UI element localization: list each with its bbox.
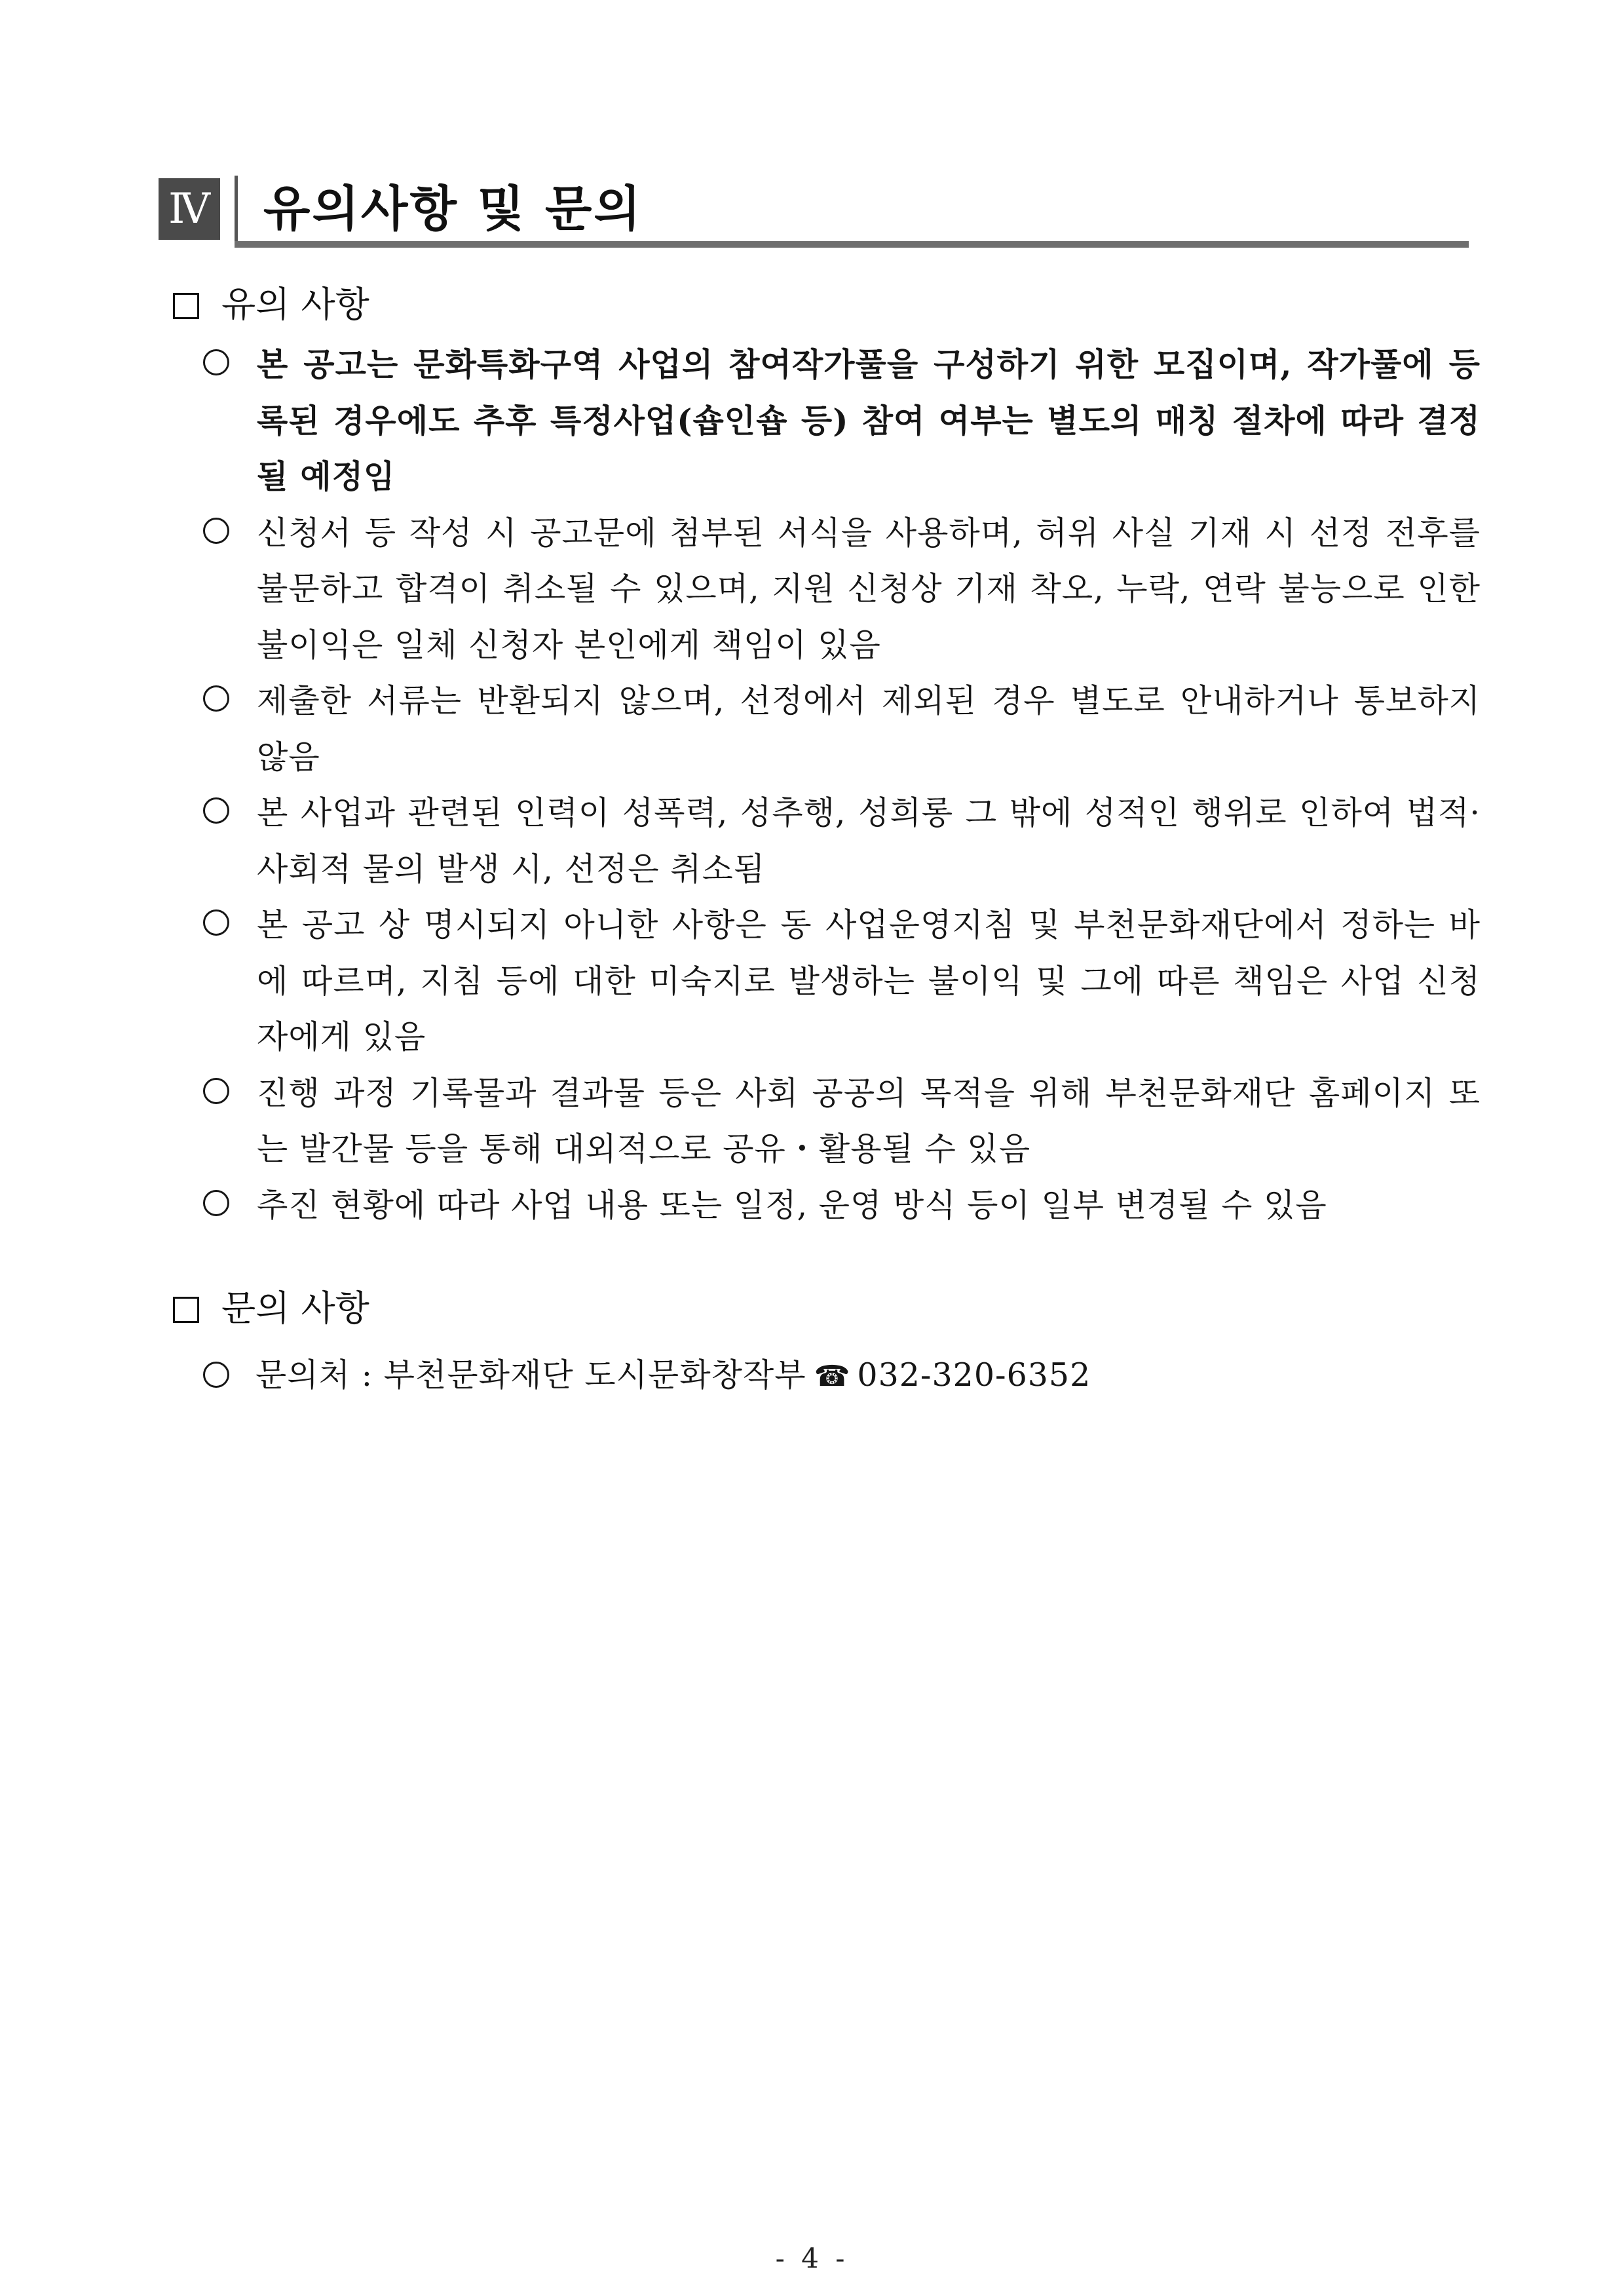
section-title: 유의사항 및 문의	[263, 181, 643, 237]
list-item	[203, 505, 1481, 674]
list-item	[203, 897, 1481, 1065]
square-bullet-icon	[173, 293, 199, 319]
contact-phone: 032-320-6352	[857, 1356, 1091, 1394]
contact-label: 문의처 : 부천문화재단 도시문화창작부	[255, 1356, 806, 1394]
circle-bullet-icon	[203, 909, 229, 936]
list-item	[203, 337, 1481, 505]
inquiry-heading	[173, 1286, 369, 1331]
phone-icon: ☎	[814, 1360, 851, 1393]
page-number: - 4 -	[775, 2242, 849, 2274]
square-bullet-icon	[173, 1297, 199, 1323]
circle-bullet-icon	[203, 1190, 229, 1216]
list-item	[203, 1065, 1481, 1177]
list-item-text: 본 공고 상 명시되지 아니한 사항은 동 사업운영지침 및 부천문화재단에서 정하는 바에 따르며, 지침 등에 대한 미숙지로 발생하는 불이익 및 그에 따른 책임은 사업 신청자에게 있음	[257, 906, 1481, 1056]
notes-list	[203, 337, 1481, 1233]
circle-bullet-icon	[203, 685, 229, 712]
list-item-text: 본 사업과 관련된 인력이 성폭력, 성추행, 성희롱 그 밖에 성적인 행위로 인하여 법적·사회적 물의 발생 시, 선정은 취소됨	[257, 794, 1481, 888]
list-item-text: 본 공고는 문화특화구역 사업의 참여작가풀을 구성하기 위한 모집이며, 작가풀에 등록된 경우에도 추후 특정사업(숍인숍 등) 참여 여부는 별도의 매칭 절차에 따라 결정될 예정임	[257, 345, 1481, 495]
circle-bullet-icon	[203, 1362, 229, 1388]
header-underline	[235, 241, 1469, 248]
inquiry-heading-text: 문의 사항	[221, 1288, 369, 1329]
list-item-text: 진행 과정 기록물과 결과물 등은 사회 공공의 목적을 위해 부천문화재단 홈페이지 또는 발간물 등을 통해 대외적으로 공유・활용될 수 있음	[257, 1074, 1481, 1168]
list-item	[203, 1177, 1481, 1234]
notes-heading-text: 유의 사항	[221, 284, 369, 325]
contact-line	[203, 1347, 1091, 1404]
circle-bullet-icon	[203, 518, 229, 544]
list-item-text: 추진 현황에 따라 사업 내용 또는 일정, 운영 방식 등이 일부 변경될 수 있음	[257, 1186, 1327, 1224]
list-item-text: 신청서 등 작성 시 공고문에 첨부된 서식을 사용하며, 허위 사실 기재 시 선정 전후를 불문하고 합격이 취소될 수 있으며, 지원 신청상 기재 착오, 누락, 연락 불능으로 인한 불이익은 일체 신청자 본인에게 책임이 있음	[257, 514, 1481, 664]
section-numeral: Ⅳ	[159, 178, 220, 240]
notes-heading	[173, 282, 369, 328]
circle-bullet-icon	[203, 349, 229, 375]
list-item-text: 제출한 서류는 반환되지 않으며, 선정에서 제외된 경우 별도로 안내하거나 통보하지 않음	[257, 682, 1481, 776]
header-separator	[235, 176, 238, 245]
circle-bullet-icon	[203, 797, 229, 824]
list-item	[203, 785, 1481, 897]
list-item	[203, 673, 1481, 785]
section-header	[159, 176, 1469, 248]
circle-bullet-icon	[203, 1078, 229, 1104]
